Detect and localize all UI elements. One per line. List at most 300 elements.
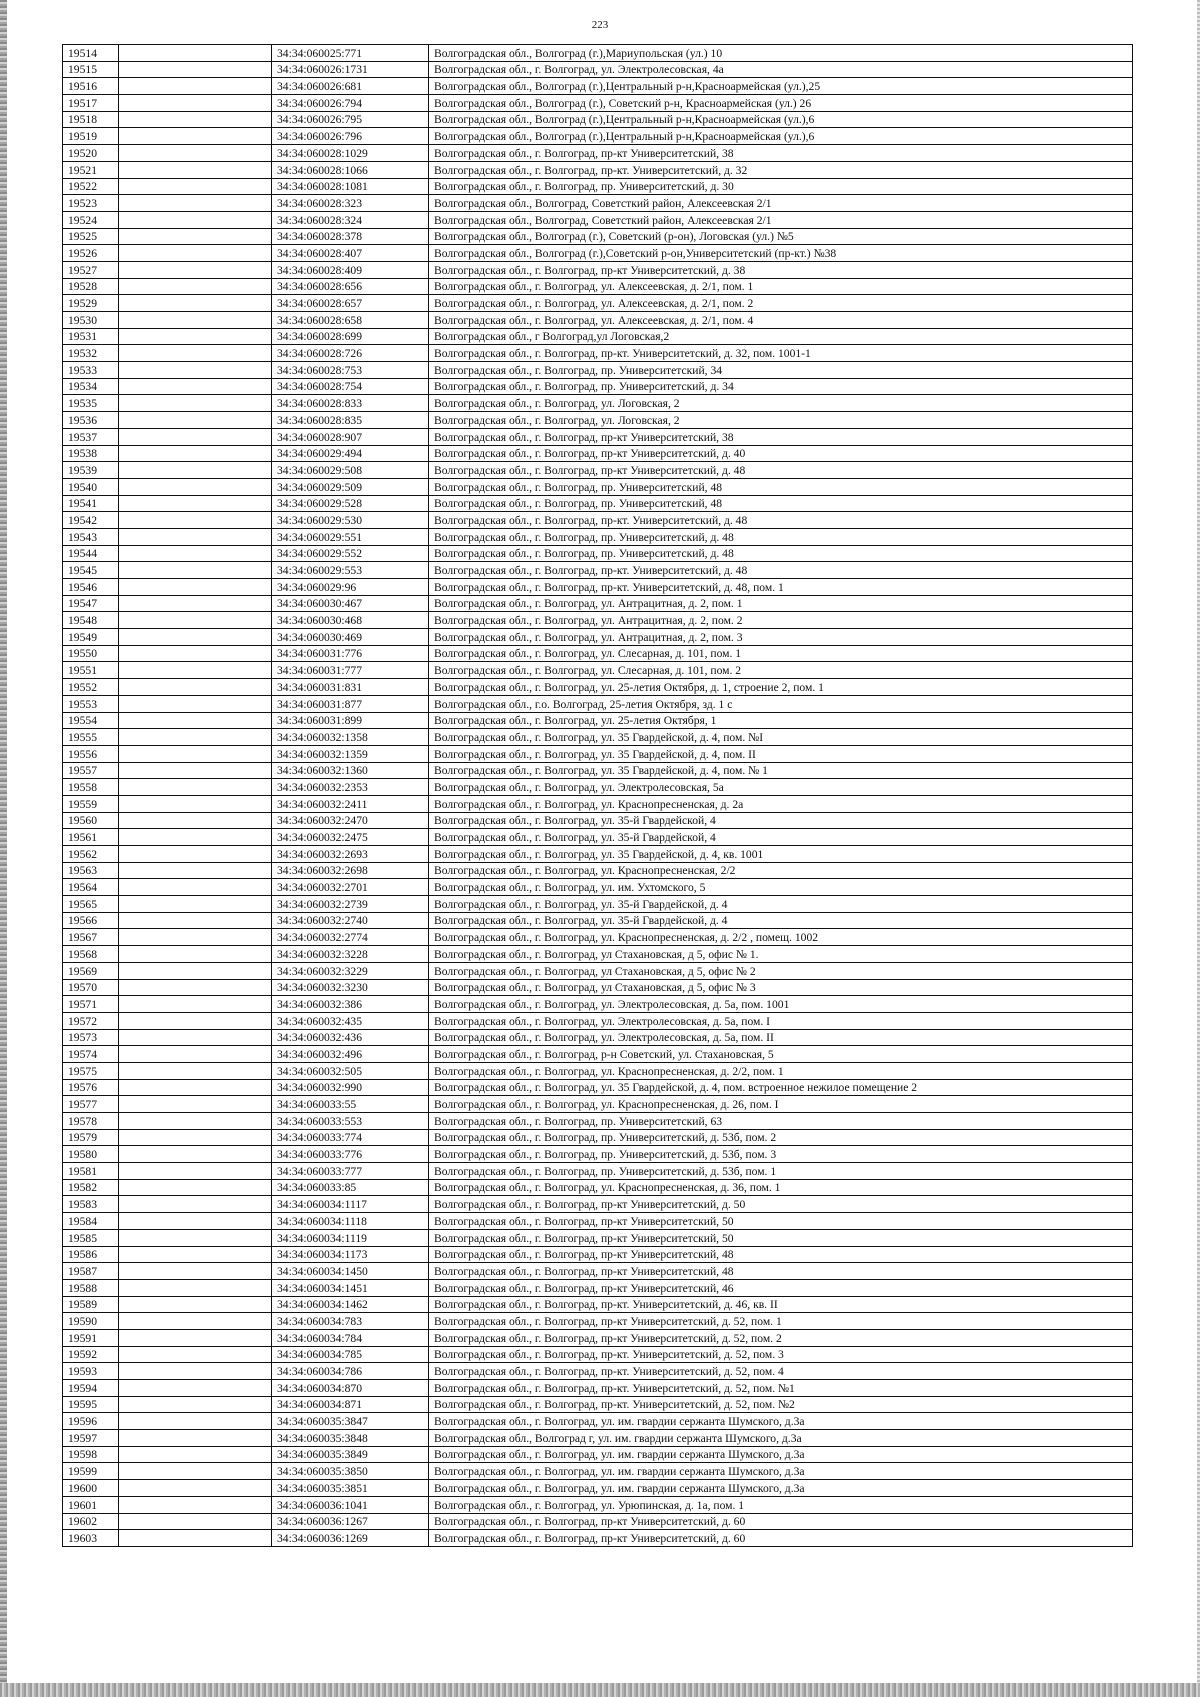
row-number-cell: 19598 bbox=[63, 1446, 119, 1463]
address-cell: Волгоградская обл., г. Волгоград, пр. Университетский, 34 bbox=[429, 362, 1133, 379]
table-row bbox=[63, 1046, 1133, 1063]
address-cell: Волгоградская обл., г. Волгоград, ул. Алексеевская, д. 2/1, пом. 1 bbox=[429, 278, 1133, 295]
table-row bbox=[63, 1213, 1133, 1230]
table-row bbox=[63, 1113, 1133, 1130]
table-row bbox=[63, 495, 1133, 512]
row-number-cell: 19568 bbox=[63, 946, 119, 963]
table-row bbox=[63, 795, 1133, 812]
table-row bbox=[63, 595, 1133, 612]
row-number-cell: 19585 bbox=[63, 1229, 119, 1246]
address-cell: Волгоградская обл., г. Волгоград, пр-кт Университетский, д. 60 bbox=[429, 1513, 1133, 1530]
table-row bbox=[63, 1279, 1133, 1296]
row-number-cell: 19520 bbox=[63, 145, 119, 162]
address-cell: Волгоградская обл., г. Волгоград, пр-кт. Университетский, д. 52, пом. №1 bbox=[429, 1380, 1133, 1397]
row-number-cell: 19565 bbox=[63, 896, 119, 913]
empty-cell bbox=[119, 962, 272, 979]
empty-cell bbox=[119, 1329, 272, 1346]
cadastral-number-cell: 34:34:060028:726 bbox=[272, 345, 429, 362]
table-row bbox=[63, 1079, 1133, 1096]
address-cell: Волгоградская обл., г. Волгоград, ул. 35 Гвардейской, д. 4, пом. II bbox=[429, 745, 1133, 762]
table-row bbox=[63, 328, 1133, 345]
address-cell: Волгоградская обл., Волгоград (г.),Мариупольская (ул.) 10 bbox=[429, 45, 1133, 62]
cadastral-number-cell: 34:34:060032:2739 bbox=[272, 896, 429, 913]
row-number-cell: 19525 bbox=[63, 228, 119, 245]
empty-cell bbox=[119, 378, 272, 395]
row-number-cell: 19555 bbox=[63, 729, 119, 746]
address-cell: Волгоградская обл., Волгоград (г.),Советский р-он,Университетский (пр-кт.) №38 bbox=[429, 245, 1133, 262]
cadastral-number-cell: 34:34:060034:1450 bbox=[272, 1263, 429, 1280]
address-cell: Волгоградская обл., г. Волгоград, ул. Алексеевская, д. 2/1, пом. 4 bbox=[429, 312, 1133, 329]
cadastral-number-cell: 34:34:060033:774 bbox=[272, 1129, 429, 1146]
address-cell: Волгоградская обл., г. Волгоград, ул. Антрацитная, д. 2, пом. 1 bbox=[429, 595, 1133, 612]
table-row bbox=[63, 779, 1133, 796]
cadastral-number-cell: 34:34:060032:2411 bbox=[272, 795, 429, 812]
empty-cell bbox=[119, 312, 272, 329]
cadastral-number-cell: 34:34:060035:3847 bbox=[272, 1413, 429, 1430]
row-number-cell: 19546 bbox=[63, 579, 119, 596]
table-row bbox=[63, 228, 1133, 245]
address-cell: Волгоградская обл., г. Волгоград, ул. Краснопресненская, 2/2 bbox=[429, 862, 1133, 879]
address-cell: Волгоградская обл., г. Волгоград, ул. Алексеевская, д. 2/1, пом. 2 bbox=[429, 295, 1133, 312]
address-cell: Волгоградская обл., г. Волгоград, пр-кт Университетский, 46 bbox=[429, 1279, 1133, 1296]
empty-cell bbox=[119, 45, 272, 62]
empty-cell bbox=[119, 1296, 272, 1313]
empty-cell bbox=[119, 95, 272, 112]
address-cell: Волгоградская обл., Волгоград (г.), Советский (р-он), Логовская (ул.) №5 bbox=[429, 228, 1133, 245]
row-number-cell: 19528 bbox=[63, 278, 119, 295]
address-cell: Волгоградская обл., г. Волгоград, ул. 35-й Гвардейской, д. 4 bbox=[429, 896, 1133, 913]
cadastral-number-cell: 34:34:060030:468 bbox=[272, 612, 429, 629]
empty-cell bbox=[119, 645, 272, 662]
row-number-cell: 19592 bbox=[63, 1346, 119, 1363]
cadastral-number-cell: 34:34:060028:1081 bbox=[272, 178, 429, 195]
empty-cell bbox=[119, 295, 272, 312]
cadastral-number-cell: 34:34:060034:1462 bbox=[272, 1296, 429, 1313]
address-cell: Волгоградская обл., г. Волгоград, пр. Университетский, д. 48 bbox=[429, 528, 1133, 545]
address-cell: Волгоградская обл., г. Волгоград, ул. Электролесовская, д. 5а, пом. I bbox=[429, 1012, 1133, 1029]
empty-cell bbox=[119, 1096, 272, 1113]
empty-cell bbox=[119, 629, 272, 646]
empty-cell bbox=[119, 428, 272, 445]
row-number-cell: 19591 bbox=[63, 1329, 119, 1346]
row-number-cell: 19566 bbox=[63, 912, 119, 929]
table-row bbox=[63, 1179, 1133, 1196]
table-row bbox=[63, 195, 1133, 212]
cadastral-number-cell: 34:34:060025:771 bbox=[272, 45, 429, 62]
cadastral-number-cell: 34:34:060028:324 bbox=[272, 211, 429, 228]
address-cell: Волгоградская обл., г. Волгоград, р-н Советский, ул. Стахановская, 5 bbox=[429, 1046, 1133, 1063]
table-row bbox=[63, 1246, 1133, 1263]
empty-cell bbox=[119, 111, 272, 128]
row-number-cell: 19515 bbox=[63, 61, 119, 78]
cadastral-number-cell: 34:34:060034:1173 bbox=[272, 1246, 429, 1263]
row-number-cell: 19588 bbox=[63, 1279, 119, 1296]
cadastral-number-cell: 34:34:060026:795 bbox=[272, 111, 429, 128]
table-row bbox=[63, 362, 1133, 379]
empty-cell bbox=[119, 1430, 272, 1447]
empty-cell bbox=[119, 545, 272, 562]
cadastral-number-cell: 34:34:060033:85 bbox=[272, 1179, 429, 1196]
address-cell: Волгоградская обл., г. Волгоград, пр-кт Университетский, д. 40 bbox=[429, 445, 1133, 462]
table-row bbox=[63, 278, 1133, 295]
table-row bbox=[63, 1296, 1133, 1313]
empty-cell bbox=[119, 695, 272, 712]
table-row bbox=[63, 562, 1133, 579]
empty-cell bbox=[119, 1263, 272, 1280]
empty-cell bbox=[119, 278, 272, 295]
table-row bbox=[63, 1363, 1133, 1380]
cadastral-number-cell: 34:34:060033:553 bbox=[272, 1113, 429, 1130]
cadastral-number-cell: 34:34:060026:1731 bbox=[272, 61, 429, 78]
empty-cell bbox=[119, 1246, 272, 1263]
cadastral-number-cell: 34:34:060034:1117 bbox=[272, 1196, 429, 1213]
row-number-cell: 19532 bbox=[63, 345, 119, 362]
empty-cell bbox=[119, 1062, 272, 1079]
cadastral-number-cell: 34:34:060028:753 bbox=[272, 362, 429, 379]
cadastral-number-cell: 34:34:060029:553 bbox=[272, 562, 429, 579]
empty-cell bbox=[119, 1380, 272, 1397]
empty-cell bbox=[119, 228, 272, 245]
address-cell: Волгоградская обл., г. Волгоград, ул. Электролесовская, 5а bbox=[429, 779, 1133, 796]
cadastral-number-cell: 34:34:060028:657 bbox=[272, 295, 429, 312]
empty-cell bbox=[119, 445, 272, 462]
row-number-cell: 19586 bbox=[63, 1246, 119, 1263]
row-number-cell: 19519 bbox=[63, 128, 119, 145]
row-number-cell: 19535 bbox=[63, 395, 119, 412]
cadastral-number-cell: 34:34:060030:469 bbox=[272, 629, 429, 646]
address-cell: Волгоградская обл., г. Волгоград, ул. 35 Гвардейской, д. 4, пом. № 1 bbox=[429, 762, 1133, 779]
cadastral-number-cell: 34:34:060028:407 bbox=[272, 245, 429, 262]
row-number-cell: 19547 bbox=[63, 595, 119, 612]
empty-cell bbox=[119, 1012, 272, 1029]
empty-cell bbox=[119, 896, 272, 913]
address-cell: Волгоградская обл., г. Волгоград, ул. Логовская, 2 bbox=[429, 412, 1133, 429]
row-number-cell: 19582 bbox=[63, 1179, 119, 1196]
row-number-cell: 19559 bbox=[63, 795, 119, 812]
empty-cell bbox=[119, 912, 272, 929]
address-cell: Волгоградская обл., г. Волгоград, пр. Университетский, д. 48 bbox=[429, 545, 1133, 562]
address-cell: Волгоградская обл., г. Волгоград, пр-кт. Университетский, д. 52, пом. №2 bbox=[429, 1396, 1133, 1413]
empty-cell bbox=[119, 579, 272, 596]
empty-cell bbox=[119, 1196, 272, 1213]
table-row bbox=[63, 695, 1133, 712]
cadastral-number-cell: 34:34:060031:776 bbox=[272, 645, 429, 662]
cadastral-number-cell: 34:34:060034:870 bbox=[272, 1380, 429, 1397]
empty-cell bbox=[119, 1129, 272, 1146]
address-cell: Волгоградская обл., г. Волгоград, пр. Университетский, д. 53б, пом. 3 bbox=[429, 1146, 1133, 1163]
table-row bbox=[63, 862, 1133, 879]
address-cell: Волгоградская обл., г. Волгоград, ул. Краснопресненская, д. 26, пом. I bbox=[429, 1096, 1133, 1113]
table-row bbox=[63, 211, 1133, 228]
table-row bbox=[63, 896, 1133, 913]
cadastral-number-cell: 34:34:060032:2774 bbox=[272, 929, 429, 946]
table-row bbox=[63, 378, 1133, 395]
cadastral-number-cell: 34:34:060032:2353 bbox=[272, 779, 429, 796]
cadastral-number-cell: 34:34:060036:1269 bbox=[272, 1530, 429, 1547]
scan-bottom-edge bbox=[0, 1683, 1200, 1697]
table-row bbox=[63, 629, 1133, 646]
empty-cell bbox=[119, 1213, 272, 1230]
table-row bbox=[63, 1146, 1133, 1163]
table-row bbox=[63, 1380, 1133, 1397]
empty-cell bbox=[119, 812, 272, 829]
empty-cell bbox=[119, 1146, 272, 1163]
table-row bbox=[63, 1513, 1133, 1530]
row-number-cell: 19597 bbox=[63, 1430, 119, 1447]
empty-cell bbox=[119, 412, 272, 429]
empty-cell bbox=[119, 261, 272, 278]
cadastral-number-cell: 34:34:060032:990 bbox=[272, 1079, 429, 1096]
address-cell: Волгоградская обл., Волгоград, Советсткий район, Алексеевская 2/1 bbox=[429, 211, 1133, 228]
address-cell: Волгоградская обл., г. Волгоград, ул Стахановская, д 5, офис № 2 bbox=[429, 962, 1133, 979]
cadastral-number-cell: 34:34:060035:3851 bbox=[272, 1480, 429, 1497]
empty-cell bbox=[119, 846, 272, 863]
table-row bbox=[63, 145, 1133, 162]
empty-cell bbox=[119, 829, 272, 846]
address-cell: Волгоградская обл., г. Волгоград, пр-кт. Университетский, д. 52, пом. 3 bbox=[429, 1346, 1133, 1363]
row-number-cell: 19524 bbox=[63, 211, 119, 228]
address-cell: Волгоградская обл., г. Волгоград, ул. 35-й Гвардейской, 4 bbox=[429, 812, 1133, 829]
row-number-cell: 19516 bbox=[63, 78, 119, 95]
table-row bbox=[63, 962, 1133, 979]
cadastral-number-cell: 34:34:060028:699 bbox=[272, 328, 429, 345]
empty-cell bbox=[119, 395, 272, 412]
table-row bbox=[63, 1163, 1133, 1180]
row-number-cell: 19580 bbox=[63, 1146, 119, 1163]
address-cell: Волгоградская обл., г. Волгоград, пр-кт Университетский, 38 bbox=[429, 145, 1133, 162]
cadastral-number-cell: 34:34:060029:494 bbox=[272, 445, 429, 462]
row-number-cell: 19522 bbox=[63, 178, 119, 195]
row-number-cell: 19573 bbox=[63, 1029, 119, 1046]
empty-cell bbox=[119, 679, 272, 696]
row-number-cell: 19537 bbox=[63, 428, 119, 445]
cadastral-number-cell: 34:34:060032:1358 bbox=[272, 729, 429, 746]
table-row bbox=[63, 61, 1133, 78]
empty-cell bbox=[119, 478, 272, 495]
empty-cell bbox=[119, 145, 272, 162]
empty-cell bbox=[119, 612, 272, 629]
empty-cell bbox=[119, 61, 272, 78]
table-row bbox=[63, 745, 1133, 762]
table-row bbox=[63, 1029, 1133, 1046]
table-row bbox=[63, 1496, 1133, 1513]
cadastral-number-cell: 34:34:060032:436 bbox=[272, 1029, 429, 1046]
row-number-cell: 19527 bbox=[63, 261, 119, 278]
table-row bbox=[63, 245, 1133, 262]
cadastral-number-cell: 34:34:060031:877 bbox=[272, 695, 429, 712]
row-number-cell: 19572 bbox=[63, 1012, 119, 1029]
empty-cell bbox=[119, 662, 272, 679]
table-row bbox=[63, 128, 1133, 145]
cadastral-number-cell: 34:34:060031:777 bbox=[272, 662, 429, 679]
address-cell: Волгоградская обл., г. Волгоград, ул. Антрацитная, д. 2, пом. 2 bbox=[429, 612, 1133, 629]
empty-cell bbox=[119, 1346, 272, 1363]
row-number-cell: 19514 bbox=[63, 45, 119, 62]
row-number-cell: 19594 bbox=[63, 1380, 119, 1397]
table-row bbox=[63, 929, 1133, 946]
cadastral-number-cell: 34:34:060034:786 bbox=[272, 1363, 429, 1380]
row-number-cell: 19564 bbox=[63, 879, 119, 896]
address-cell: Волгоградская обл., г. Волгоград, ул. 35 Гвардейской, д. 4, пом. №I bbox=[429, 729, 1133, 746]
table-row bbox=[63, 579, 1133, 596]
table-row bbox=[63, 95, 1133, 112]
address-cell: Волгоградская обл., г. Волгоград, ул. 35-й Гвардейской, д. 4 bbox=[429, 912, 1133, 929]
table-row bbox=[63, 645, 1133, 662]
address-cell: Волгоградская обл., Волгоград (г.),Центральный р-н,Красноармейская (ул.),6 bbox=[429, 128, 1133, 145]
row-number-cell: 19534 bbox=[63, 378, 119, 395]
empty-cell bbox=[119, 762, 272, 779]
empty-cell bbox=[119, 1513, 272, 1530]
cadastral-number-cell: 34:34:060026:794 bbox=[272, 95, 429, 112]
row-number-cell: 19602 bbox=[63, 1513, 119, 1530]
empty-cell bbox=[119, 795, 272, 812]
table-row bbox=[63, 545, 1133, 562]
page-number: 223 bbox=[591, 19, 609, 31]
address-cell: Волгоградская обл., г. Волгоград, пр-кт. Университетский, д. 48 bbox=[429, 512, 1133, 529]
empty-cell bbox=[119, 462, 272, 479]
table-row bbox=[63, 729, 1133, 746]
table-row bbox=[63, 996, 1133, 1013]
table-row bbox=[63, 478, 1133, 495]
table-row bbox=[63, 1129, 1133, 1146]
address-cell: Волгоградская обл., г. Волгоград, ул. им. гвардии сержанта Шумского, д.3а bbox=[429, 1413, 1133, 1430]
table-row bbox=[63, 1012, 1133, 1029]
cadastral-number-cell: 34:34:060034:1451 bbox=[272, 1279, 429, 1296]
row-number-cell: 19570 bbox=[63, 979, 119, 996]
cadastral-number-cell: 34:34:060033:55 bbox=[272, 1096, 429, 1113]
cadastral-number-cell: 34:34:060032:2701 bbox=[272, 879, 429, 896]
table-row bbox=[63, 462, 1133, 479]
address-cell: Волгоградская обл., г. Волгоград, ул. 25-летия Октября, 1 bbox=[429, 712, 1133, 729]
row-number-cell: 19541 bbox=[63, 495, 119, 512]
row-number-cell: 19518 bbox=[63, 111, 119, 128]
row-number-cell: 19530 bbox=[63, 312, 119, 329]
cadastral-number-cell: 34:34:060028:833 bbox=[272, 395, 429, 412]
row-number-cell: 19599 bbox=[63, 1463, 119, 1480]
table-row bbox=[63, 1530, 1133, 1547]
cadastral-number-cell: 34:34:060028:409 bbox=[272, 261, 429, 278]
address-cell: Волгоградская обл., г. Волгоград, ул. им. Ухтомского, 5 bbox=[429, 879, 1133, 896]
address-cell: Волгоградская обл., г. Волгоград, пр-кт. Университетский, д. 32, пом. 1001-1 bbox=[429, 345, 1133, 362]
empty-cell bbox=[119, 979, 272, 996]
cadastral-number-cell: 34:34:060028:1066 bbox=[272, 161, 429, 178]
address-cell: Волгоградская обл., г. Волгоград, ул. Логовская, 2 bbox=[429, 395, 1133, 412]
scan-left-edge bbox=[0, 0, 7, 1697]
cadastral-number-cell: 34:34:060032:386 bbox=[272, 996, 429, 1013]
row-number-cell: 19574 bbox=[63, 1046, 119, 1063]
cadastral-number-cell: 34:34:060028:754 bbox=[272, 378, 429, 395]
table-row bbox=[63, 1196, 1133, 1213]
cadastral-number-cell: 34:34:060028:378 bbox=[272, 228, 429, 245]
row-number-cell: 19560 bbox=[63, 812, 119, 829]
table-row bbox=[63, 1463, 1133, 1480]
cadastral-number-cell: 34:34:060031:899 bbox=[272, 712, 429, 729]
address-cell: Волгоградская обл., г. Волгоград, ул. Урюпинская, д. 1а, пом. 1 bbox=[429, 1496, 1133, 1513]
empty-cell bbox=[119, 128, 272, 145]
table-row bbox=[63, 712, 1133, 729]
cadastral-number-cell: 34:34:060034:1119 bbox=[272, 1229, 429, 1246]
address-cell: Волгоградская обл., г. Волгоград, пр-кт Университетский, д. 52, пом. 1 bbox=[429, 1313, 1133, 1330]
row-number-cell: 19603 bbox=[63, 1530, 119, 1547]
row-number-cell: 19593 bbox=[63, 1363, 119, 1380]
table-row bbox=[63, 345, 1133, 362]
row-number-cell: 19584 bbox=[63, 1213, 119, 1230]
table-row bbox=[63, 178, 1133, 195]
row-number-cell: 19595 bbox=[63, 1396, 119, 1413]
empty-cell bbox=[119, 1229, 272, 1246]
row-number-cell: 19548 bbox=[63, 612, 119, 629]
empty-cell bbox=[119, 1480, 272, 1497]
empty-cell bbox=[119, 712, 272, 729]
empty-cell bbox=[119, 512, 272, 529]
row-number-cell: 19543 bbox=[63, 528, 119, 545]
address-cell: Волгоградская обл., г. Волгоград, ул. им. гвардии сержанта Шумского, д.3а bbox=[429, 1446, 1133, 1463]
row-number-cell: 19569 bbox=[63, 962, 119, 979]
address-cell: Волгоградская обл., г. Волгоград, пр. Университетский, д. 53б, пом. 2 bbox=[429, 1129, 1133, 1146]
address-cell: Волгоградская обл., г. Волгоград, ул Стахановская, д 5, офис № 1. bbox=[429, 946, 1133, 963]
empty-cell bbox=[119, 1029, 272, 1046]
address-cell: Волгоградская обл., Волгоград, Советсткий район, Алексеевская 2/1 bbox=[429, 195, 1133, 212]
empty-cell bbox=[119, 1079, 272, 1096]
row-number-cell: 19576 bbox=[63, 1079, 119, 1096]
table-row bbox=[63, 829, 1133, 846]
table-row bbox=[63, 1396, 1133, 1413]
cadastral-number-cell: 34:34:060031:831 bbox=[272, 679, 429, 696]
cadastral-number-cell: 34:34:060028:323 bbox=[272, 195, 429, 212]
row-number-cell: 19556 bbox=[63, 745, 119, 762]
row-number-cell: 19567 bbox=[63, 929, 119, 946]
address-cell: Волгоградская обл., г. Волгоград, пр. Университетский, 48 bbox=[429, 495, 1133, 512]
address-cell: Волгоградская обл., Волгоград (г.),Центральный р-н,Красноармейская (ул.),25 bbox=[429, 78, 1133, 95]
empty-cell bbox=[119, 1446, 272, 1463]
row-number-cell: 19581 bbox=[63, 1163, 119, 1180]
empty-cell bbox=[119, 195, 272, 212]
address-cell: Волгоградская обл., г. Волгоград, ул Стахановская, д 5, офис № 3 bbox=[429, 979, 1133, 996]
cadastral-number-cell: 34:34:060032:435 bbox=[272, 1012, 429, 1029]
address-cell: Волгоградская обл., г. Волгоград, ул. Электролесовская, 4а bbox=[429, 61, 1133, 78]
cadastral-number-cell: 34:34:060032:3230 bbox=[272, 979, 429, 996]
cadastral-number-cell: 34:34:060028:658 bbox=[272, 312, 429, 329]
cadastral-number-cell: 34:34:060032:2693 bbox=[272, 846, 429, 863]
cadastral-number-cell: 34:34:060030:467 bbox=[272, 595, 429, 612]
empty-cell bbox=[119, 729, 272, 746]
address-cell: Волгоградская обл., г. Волгоград, пр-кт. Университетский, д. 46, кв. II bbox=[429, 1296, 1133, 1313]
address-cell: Волгоградская обл., г. Волгоград, пр-кт. Университетский, д. 52, пом. 4 bbox=[429, 1363, 1133, 1380]
table-row bbox=[63, 979, 1133, 996]
address-cell: Волгоградская обл., г. Волгоград, пр. Университетский, д. 34 bbox=[429, 378, 1133, 395]
address-cell: Волгоградская обл., г. Волгоград, пр-кт Университетский, д. 52, пом. 2 bbox=[429, 1329, 1133, 1346]
address-cell: Волгоградская обл., г. Волгоград, ул. 25-летия Октября, д. 1, строение 2, пом. 1 bbox=[429, 679, 1133, 696]
table-row bbox=[63, 111, 1133, 128]
table-row bbox=[63, 295, 1133, 312]
cadastral-number-cell: 34:34:060028:907 bbox=[272, 428, 429, 445]
address-cell: Волгоградская обл., Волгоград г, ул. им. гвардии сержанта Шумского, д.3а bbox=[429, 1430, 1133, 1447]
row-number-cell: 19600 bbox=[63, 1480, 119, 1497]
empty-cell bbox=[119, 1113, 272, 1130]
address-cell: Волгоградская обл., г. Волгоград, ул. Электролесовская, д. 5а, пом. II bbox=[429, 1029, 1133, 1046]
row-number-cell: 19550 bbox=[63, 645, 119, 662]
table-row bbox=[63, 812, 1133, 829]
row-number-cell: 19540 bbox=[63, 478, 119, 495]
row-number-cell: 19552 bbox=[63, 679, 119, 696]
table-row bbox=[63, 1096, 1133, 1113]
cadastral-number-cell: 34:34:060032:2475 bbox=[272, 829, 429, 846]
cadastral-number-cell: 34:34:060032:496 bbox=[272, 1046, 429, 1063]
row-number-cell: 19529 bbox=[63, 295, 119, 312]
table-row bbox=[63, 1346, 1133, 1363]
cadastral-number-cell: 34:34:060035:3850 bbox=[272, 1463, 429, 1480]
cadastral-number-cell: 34:34:060036:1267 bbox=[272, 1513, 429, 1530]
